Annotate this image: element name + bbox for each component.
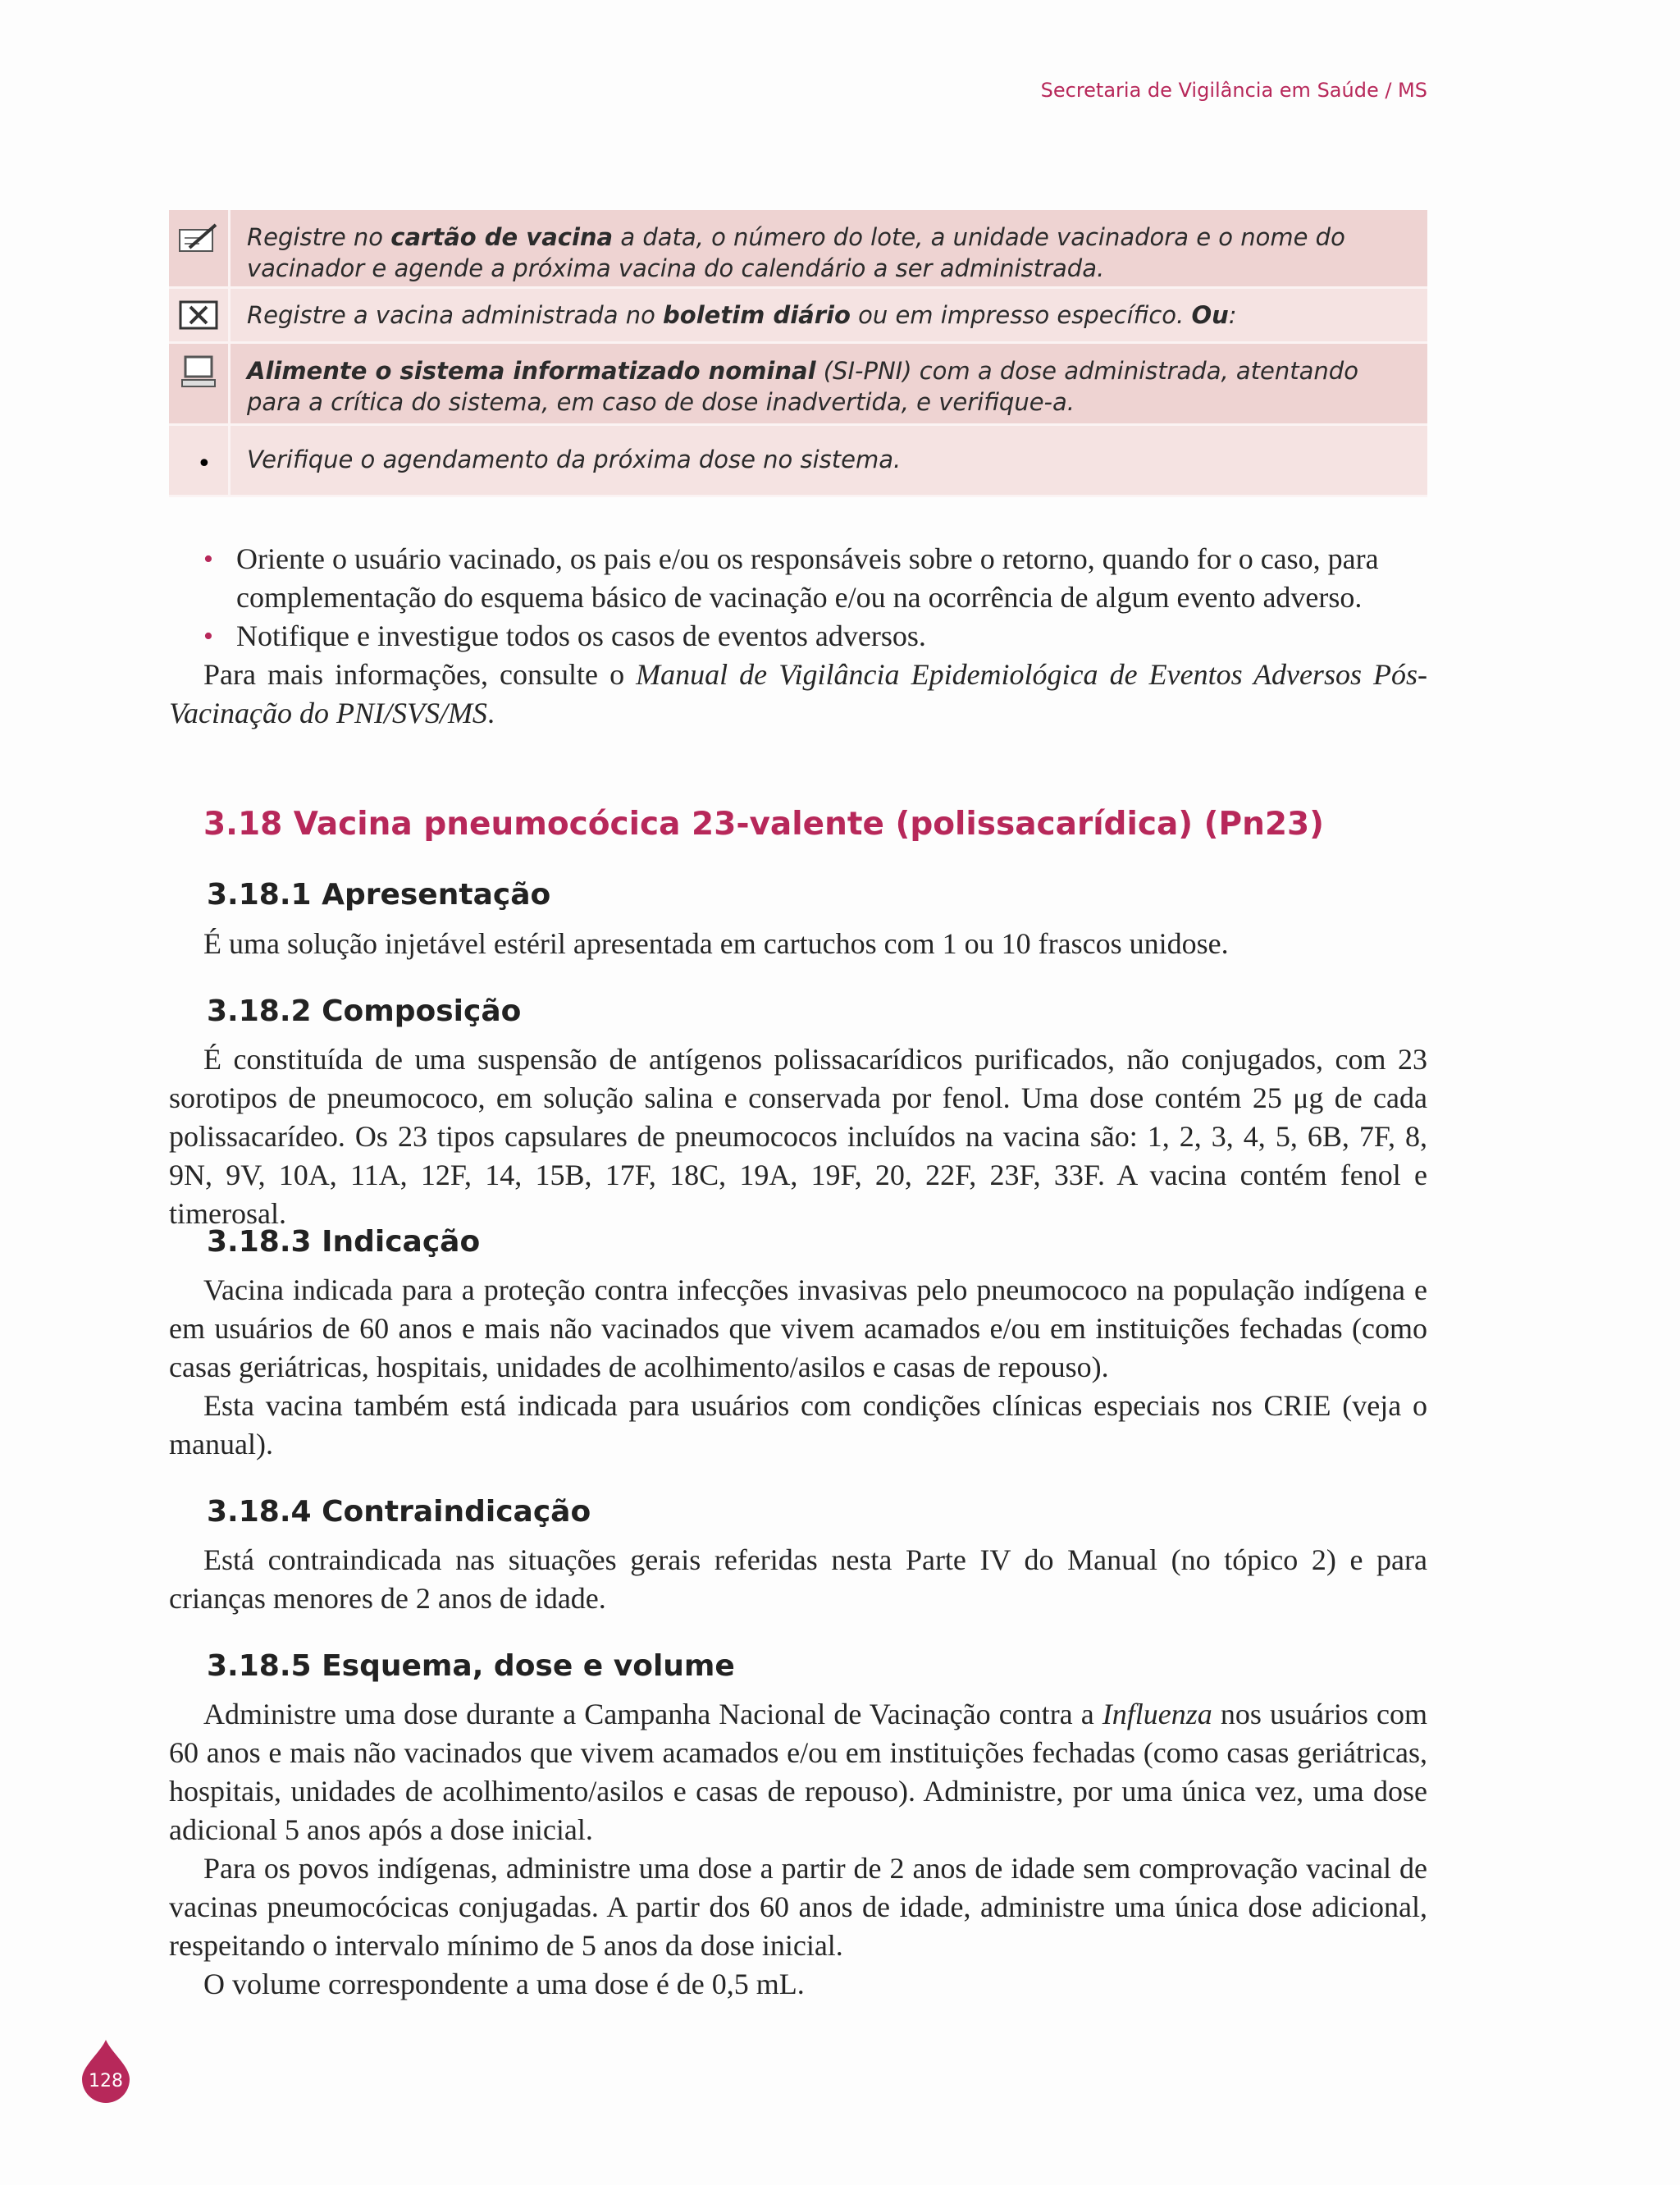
section-title: 3.18 Vacina pneumocócica 23-valente (polissacarídica) (Pn23)	[203, 806, 1324, 843]
subsection-title: 3.18.1 Apresentação	[207, 878, 551, 912]
paragraph: Esta vacina também está indicada para usuários com condições clínicas especiais nos CRIE (veja o manual).	[169, 1389, 1427, 1460]
subsection-body	[169, 1271, 1427, 1464]
subsection-title: 3.18.5 Esquema, dose e volume	[207, 1649, 735, 1683]
subsection-title: 3.18.2 Composição	[207, 994, 522, 1028]
instruction-row	[169, 426, 1427, 497]
instruction-text: Registre a vacina administrada no boletim diário ou em impresso específico. Ou:	[247, 301, 1237, 329]
list-item: • Notifique e investigue todos os casos de eventos adversos.	[169, 617, 1427, 656]
pen-writing-icon	[169, 210, 231, 286]
subsection-body	[169, 1541, 1427, 1618]
paragraph: O volume correspondente a uma dose é de 0,5 mL.	[203, 1968, 805, 2000]
follow-up-list	[169, 540, 1427, 733]
paragraph: Para os povos indígenas, administre uma dose a partir de 2 anos de idade sem comprovação vacinal de vacinas pneumocócicas conjugadas. A partir dos 60 anos de idade, administre uma única dose adicional, respeitando o intervalo mínimo de 5 anos da dose inicial.	[169, 1852, 1427, 1962]
checkbox-x-icon	[169, 289, 231, 341]
paragraph: Vacina indicada para a proteção contra infecções invasivas pelo pneumococo na população indígena e em usuários de 60 anos e mais não vacinados que vivem acamados e/ou em instituições fechadas (como casas geriátricas, hospitais, unidades de acolhimento/asilos e casas de repouso).	[169, 1273, 1427, 1383]
computer-icon	[169, 344, 231, 423]
running-header: Secretaria de Vigilância em Saúde / MS	[1040, 79, 1427, 102]
instruction-text: Alimente o sistema informatizado nominal (SI-PNI) com a dose administrada, atentando para a crítica do sistema, em caso de dose inadvertida, e verifique-a.	[247, 357, 1358, 416]
instruction-text: Registre no cartão de vacina a data, o número do lote, a unidade vacinadora e o nome do vacinador e agende a próxima vacina do calendário a ser administrada.	[247, 223, 1345, 282]
instruction-text: Verifique o agendamento da próxima dose no sistema.	[247, 446, 902, 473]
more-info-paragraph: Para mais informações, consulte o Manual de Vigilância Epidemiológica de Eventos Adversos Pós-Vacinação do PNI/SVS/MS.	[169, 658, 1428, 729]
instruction-table	[169, 210, 1427, 497]
subsection-body	[169, 1040, 1427, 1233]
list-item: • Oriente o usuário vacinado, os pais e/ou os responsáveis sobre o retorno, quando for o caso, para complementação do esquema básico de vacinação e/ou na ocorrência de algum evento adverso.	[169, 540, 1427, 617]
page-number-badge	[79, 2038, 133, 2104]
paragraph: É uma solução injetável estéril apresentada em cartuchos com 1 ou 10 frascos unidose.	[203, 927, 1229, 960]
bullet-dot: •	[169, 426, 231, 495]
subsection-title: 3.18.4 Contraindicação	[207, 1495, 591, 1529]
instruction-row	[169, 344, 1427, 426]
instruction-row	[169, 289, 1427, 344]
paragraph: Está contraindicada nas situações gerais referidas nesta Parte IV do Manual (no tópico 2) e para crianças menores de 2 anos de idade.	[169, 1543, 1427, 1615]
page-number: 128	[89, 2071, 123, 2091]
subsection-title: 3.18.3 Indicação	[207, 1225, 481, 1259]
subsection-body	[169, 925, 1427, 963]
paragraph: Administre uma dose durante a Campanha Nacional de Vacinação contra a Influenza nos usuários com 60 anos e mais não vacinados que vivem acamados e/ou em instituições fechadas (como casas geriátricas, hospitais, unidades de acolhimento/asilos e casas de repouso). Administre, por uma única vez, uma dose adicional 5 anos após a dose inicial.	[169, 1698, 1427, 1846]
paragraph: É constituída de uma suspensão de antígenos polissacarídicos purificados, não conjugados, com 23 sorotipos de pneumococo, em solução salina e conservada por fenol. Uma dose contém 25 μg de cada polissacarídeo. Os 23 tipos capsulares de pneumococos incluídos na vacina são: 1, 2, 3, 4, 5, 6B, 7F, 8, 9N, 9V, 10A, 11A, 12F, 14, 15B, 17F, 18C, 19A, 19F, 20, 22F, 23F, 33F. A vacina contém fenol e timerosal.	[169, 1043, 1427, 1230]
instruction-row	[169, 210, 1427, 289]
subsection-body	[169, 1695, 1427, 2004]
